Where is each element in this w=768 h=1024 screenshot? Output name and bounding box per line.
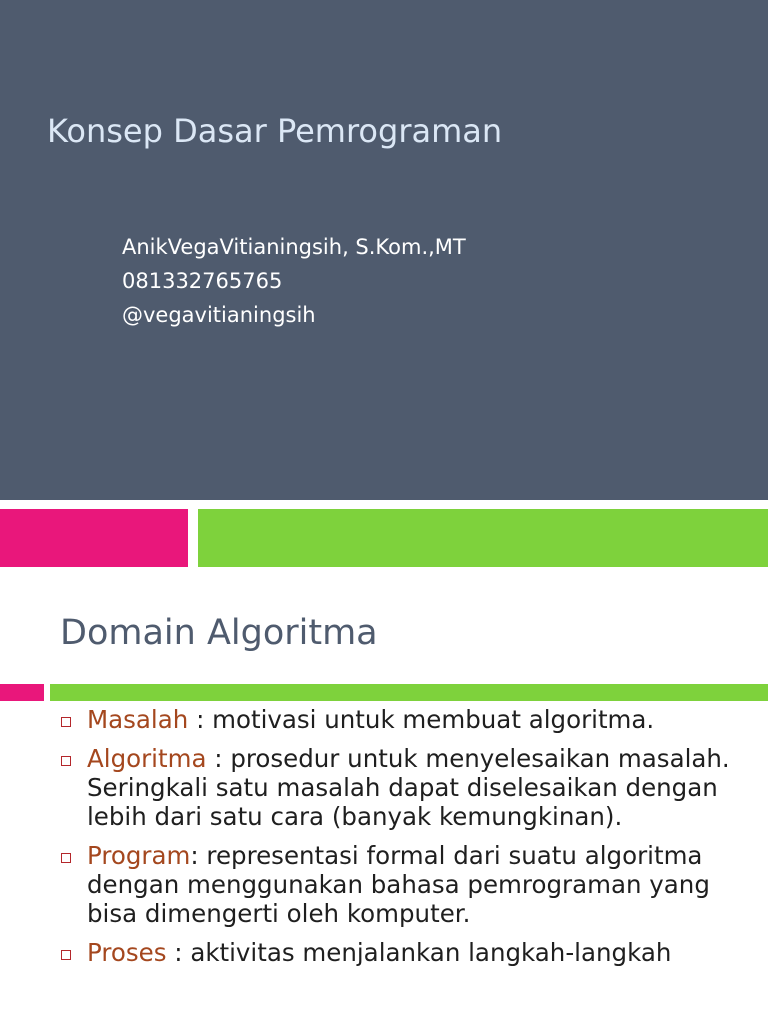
bullet-list <box>60 705 760 977</box>
square-bullet-icon <box>61 950 71 960</box>
author-name: AnikVegaVitianingsih, S.Kom.,MT <box>122 235 466 259</box>
author-handle: @vegavitianingsih <box>122 303 316 327</box>
square-bullet-icon <box>61 717 71 727</box>
bullet-text: : representasi formal dari suatu algoritma dengan menggunakan bahasa pemrograman yang bisa dimengerti oleh komputer. <box>87 841 710 928</box>
bullet-text: : aktivitas menjalankan langkah-langkah <box>166 938 672 967</box>
square-bullet-icon <box>61 756 71 766</box>
bullet-term: Proses <box>87 938 167 967</box>
bullet-text: : prosedur untuk menyelesaikan masalah. Seringkali satu masalah dapat diselesaikan dengan lebih dari satu cara (banyak kemungkinan). <box>87 744 730 831</box>
bullet-term: Program <box>87 841 191 870</box>
green-accent-bar <box>198 509 768 567</box>
slide-title: Konsep Dasar Pemrograman <box>47 112 503 150</box>
author-info <box>122 230 466 332</box>
square-bullet-icon <box>61 853 71 863</box>
bullet-text: : motivasi untuk membuat algoritma. <box>188 705 655 734</box>
bullet-term: Masalah <box>87 705 189 734</box>
content-slide-title: Domain Algoritma <box>60 613 378 653</box>
bullet-item-proses <box>60 938 760 967</box>
title-slide <box>0 0 768 500</box>
bullet-item-algoritma <box>60 744 760 831</box>
pink-divider-bar <box>0 684 44 701</box>
green-divider-bar <box>50 684 768 701</box>
bullet-item-masalah <box>60 705 760 734</box>
bullet-term: Algoritma <box>87 744 207 773</box>
bullet-item-program <box>60 841 760 928</box>
pink-accent-bar <box>0 509 188 567</box>
author-phone: 081332765765 <box>122 269 283 293</box>
